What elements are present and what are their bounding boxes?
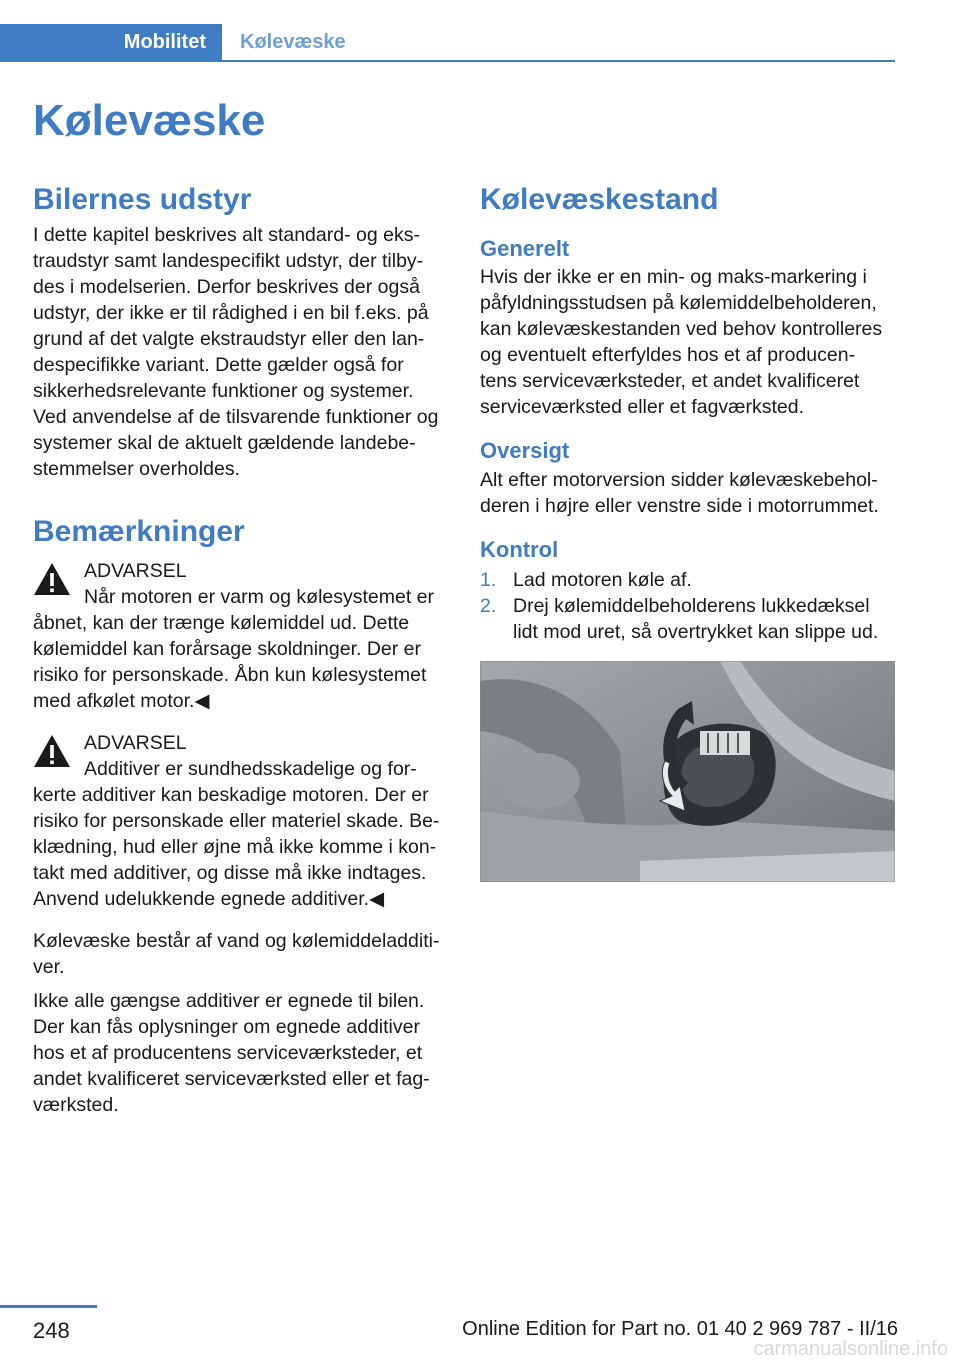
paragraph-additives: Ikke alle gængse additiver er egnede til bilen. Der kan fås oplysninger om egnede additiver hos et af producentens serviceværksteder, et andet kvalificeret serviceværksted eller et fag- værksted. [33, 990, 430, 1116]
page-number: 248 [33, 1318, 70, 1343]
step-number: 2. [480, 595, 497, 618]
generelt-text: Hvis der ikke er en min- og maks-markering i påfyldningsstudsen på kølemiddelbeholderen, kan kølevæskestanden ved behov kontrolleres og eventuelt efterfyldes hos et af producen- tens serviceværksteder, et andet kvalificeret serviceværksted eller et fagværksted. [480, 266, 883, 419]
left-column [33, 182, 448, 1118]
right-column [480, 182, 895, 882]
heading-bilernes-udstyr: Bilernes udstyr [33, 183, 252, 216]
edition-text: Online Edition for Part no. 01 40 2 969 787 - II/16 [462, 1318, 898, 1340]
page-title: Kølevæske [33, 96, 266, 145]
tab-mobilitet[interactable]: Mobilitet [0, 24, 222, 60]
warning-label: ADVARSEL [84, 732, 187, 754]
watermark: carmanualsonline.info [753, 1338, 948, 1360]
list-item [480, 567, 895, 593]
warning-triangle-icon [33, 562, 71, 596]
warning-text-rest: åbnet, kan der trænge kølemiddel ud. Dette kølemiddel kan forårsage skoldninger. Der er risiko for personskade. Åbn kun kølesystemet med afkølet motor.◀ [33, 612, 427, 712]
heading-kontrol: Kontrol [480, 536, 559, 562]
oversigt-text: Alt efter motorversion sidder kølevæskebehol- deren i højre eller venstre side i motorrummet. [480, 468, 879, 517]
step-number: 1. [480, 569, 497, 592]
warning-triangle-icon [33, 734, 71, 768]
paragraph-composition: Kølevæske består af vand og kølemiddeladditi- ver. [33, 930, 440, 978]
list-item [480, 593, 895, 645]
header-tabbar [0, 24, 895, 62]
warning-text-first: Additiver er sundhedsskadelige og for- [84, 758, 417, 780]
warning-label: ADVARSEL [84, 560, 187, 582]
warning-text-first: Når motoren er varm og kølesystemet er [84, 586, 435, 608]
footer-accent-line [0, 1305, 97, 1308]
kontrol-steps [480, 567, 895, 645]
heading-oversigt: Oversigt [480, 438, 570, 464]
heading-bemaerkninger: Bemærkninger [33, 515, 245, 548]
tab-kolevaeske[interactable]: Kølevæske [240, 31, 346, 53]
coolant-reservoir-image [480, 661, 895, 882]
udstyr-text: I dette kapitel beskrives alt standard- og eks- traudstyr samt landespecifikt udstyr, der tilby- des i modelserien. Derfor beskrives der også udstyr, der ikke er til rådighed i en bil f.eks. på grund af det valgte ekstraudstyr eller den lan- despecifikke variant. Dette gælder også for sikkerhedsrelevante funktioner og systemer. Ved anvendelse af de tilsvarende funktioner og systemer skal de aktuelt gældende landebe- stemmelser overholdes. [33, 224, 439, 480]
warning-text-rest: kerte additiver kan beskadige motoren. Der er risiko for personskade eller materiel skade. Be- klædning, hud eller øjne må ikke komme i kon- takt med additiver, og disse må ikke indtages. Anvend udelukkende egnede additiver.◀ [33, 784, 440, 910]
warning-block-1 [33, 558, 448, 610]
step-text: Drej kølemiddelbeholderens lukkedæksel lidt mod uret, så overtrykket kan slippe ud. [513, 595, 879, 644]
step-text: Lad motoren køle af. [513, 569, 692, 592]
heading-kolevaeskestand: Kølevæskestand [480, 183, 719, 216]
coolant-cap-illustration [480, 661, 895, 882]
heading-generelt: Generelt [480, 236, 570, 261]
warning-block-2 [33, 730, 448, 782]
